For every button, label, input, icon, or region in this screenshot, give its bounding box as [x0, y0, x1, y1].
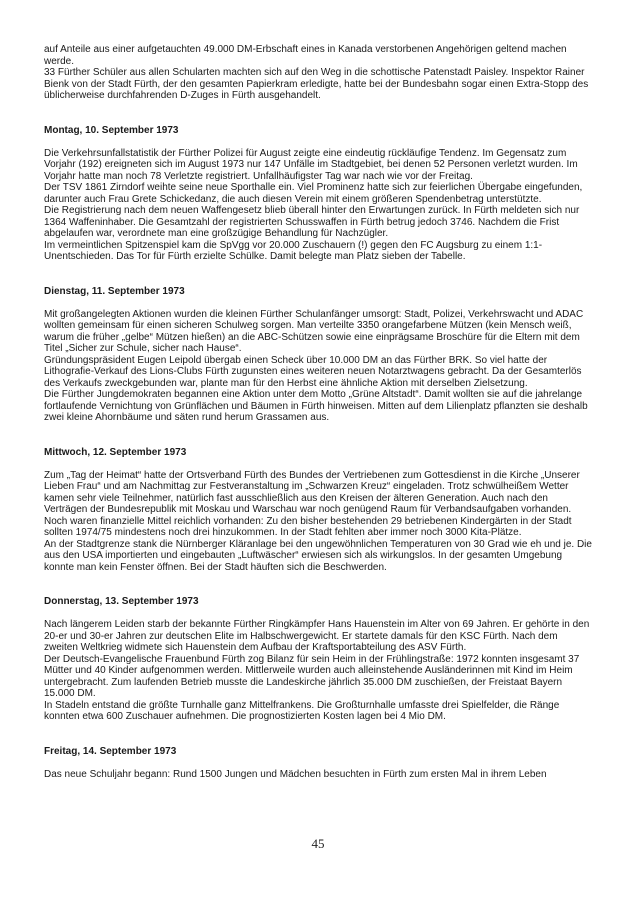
section-heading: Donnerstag, 13. September 1973 — [44, 596, 199, 607]
intro-continuation — [44, 44, 594, 102]
section-heading: Dienstag, 11. September 1973 — [44, 285, 185, 297]
section-heading: Montag, 10. September 1973 — [44, 124, 179, 136]
section-heading: Freitag, 14. September 1973 — [44, 745, 177, 757]
section-tuesday-11-september-1973 — [44, 286, 594, 424]
section-monday-10-september-1973 — [44, 125, 594, 263]
paragraph: Zum „Tag der Heimat“ hatte der Ortsverband Fürth des Bundes der Vertriebenen zum Gottesdienst in die Kirche „Unserer Lieben Frau“ und am Nachmittag zur Festveranstaltung im „Schwarzen Kreuz“ eingeladen. Trotz schwülheißem Wetter kamen sehr viele Teilnehmer, natürlich fast ausschließlich aus den Kreisen der älteren Generation. Auch nach den Verträgen der Bundesrepublik mit Moskau und Warschau war noch genügend Raum für Verbandsaufgaben vorhanden. — [44, 469, 580, 515]
paragraph: An der Stadtgrenze stank die Nürnberger Kläranlage bei den ungewöhnlichen Temperaturen von 30 Grad wie eh und je. Die aus den USA importierten und eingebauten „Luftwäscher“ erwiesen sich als wirkungslos. In der gesamten Umgebung konnte man kein Fenster öffnen. Bei der Stadt häuften sich die Beschwerden. — [44, 538, 592, 573]
section-friday-14-september-1973 — [44, 746, 594, 781]
paragraph: Das neue Schuljahr begann: Rund 1500 Jungen und Mädchen besuchten in Fürth zum ersten Mal in ihrem Leben — [44, 768, 547, 780]
paragraph: Im vermeintlichen Spitzenspiel kam die SpVgg vor 20.000 Zuschauern (!) gegen den FC Augsburg zu einem 1:1-Unentschieden. Das Tor für Fürth erzielte Schülke. Damit belegte man Platz sieben der Tabelle. — [44, 239, 543, 262]
paragraph: Gründungspräsident Eugen Leipold übergab einen Scheck über 10.000 DM an das Fürther BRK. So viel hatte der Lithografie-Verkauf des Lions-Clubs Fürth zugunsten eines weiteren neuen Notarztwagens gebracht. Da der Gesamterlös des Verkaufs zweckgebunden war, plante man für den Herbst eine ähnliche Aktion mit derselben Zielsetzung. — [44, 354, 582, 389]
paragraph: Die Verkehrsunfallstatistik der Fürther Polizei für August zeigte eine eindeutig rückläufige Tendenz. Im Gegensatz zum Vorjahr (192) ereigneten sich im August 1973 nur 147 Unfälle im Stadtgebiet, bei denen 52 Personen verletzt wurden. Im Vorjahr hatte man noch 78 Verletzte registriert. Unfallhäufigster Tag war nach wie vor der Freitag. — [44, 147, 578, 182]
section-wednesday-12-september-1973 — [44, 447, 594, 574]
paragraph: Die Fürther Jungdemokraten begannen eine Aktion unter dem Motto „Grüne Altstadt“. Damit wollten sie auf die jahrelange fortlaufende Vernichtung von Grünflächen und Bäumen in Fürth hinweisen. Mitten auf dem Lilienplatz pflanzten sie deshalb zwei kleine Ahornbäume und säten rund herum Grassamen aus. — [44, 389, 588, 423]
paragraph: Noch waren finanzielle Mittel reichlich vorhanden: Zu den bisher bestehenden 29 betriebenen Kindergärten in der Stadt sollten 1974/75 mindestens noch drei hinzukommen. In der Stadt fehlten aber immer noch 3000 Kita-Plätze. — [44, 515, 572, 538]
paragraph: auf Anteile aus einer aufgetauchten 49.000 DM-Erbschaft eines in Kanada verstorbenen Angehörigen geltend machen werde. — [44, 44, 567, 67]
section-thursday-13-september-1973 — [44, 596, 594, 723]
paragraph: Mit großangelegten Aktionen wurden die kleinen Fürther Schulanfänger umsorgt: Stadt, Polizei, Verkehrswacht und ADAC wollten gemeinsam für einen sicheren Schulweg sorgen. Man verteilte 3350 orangefarbene Mützen (kein Mensch weiß, warum die früher „gelbe“ Mützen hießen) an die ABC-Schützen sowie eine einprägsame Broschüre für die Eltern mit dem Titel „Sicher zur Schule, sicher nach Hause“. — [44, 308, 584, 354]
paragraph: Der Deutsch-Evangelische Frauenbund Fürth zog Bilanz für sein Heim in der Frühlingstraße: 1972 konnten insgesamt 37 Mütter und 40 Kinder aufgenommen werden. Mittlerweile wurden auch alleinstehende Ausländerinnen mit Kind im Heim untergebracht. Zum laufenden Betrieb musste die Landeskirche jährlich 35.000 DM zuschießen, der Freistaat Bayern 15.000 DM. — [44, 653, 580, 699]
paragraph: In Stadeln entstand die größte Turnhalle ganz Mittelfrankens. Die Großturnhalle umfasste drei Spielfelder, die Ränge konnten etwa 600 Zuschauer aufnehmen. Die prognostizierten Kosten lagen bei 4 Mio DM. — [44, 699, 560, 722]
section-heading: Mittwoch, 12. September 1973 — [44, 446, 187, 458]
paragraph: Der TSV 1861 Zirndorf weihte seine neue Sporthalle ein. Viel Prominenz hatte sich zur feierlichen Übergabe eingefunden, darunter auch Frau Grete Schickedanz, die auch diesen Verein mit einem größeren Spendenbetrag unterstützte. — [44, 182, 583, 205]
paragraph: Die Registrierung nach dem neuen Waffengesetz blieb überall hinter den Erwartungen zurück. In Fürth meldeten sich nur 1364 Waffeninhaber. Die Gesamtzahl der registrierten Schusswaffen in Fürth betrug jedoch 3746. Nachdem die Frist abgelaufen war, verordnete man eine großzügige Behandlung für Nachzügler. — [44, 205, 580, 239]
page-number: 45 — [311, 836, 325, 851]
paragraph: Nach längerem Leiden starb der bekannte Fürther Ringkämpfer Hans Hauenstein im Alter von 69 Jahren. Er gehörte in den 20-er und 30-er Jahren zur deutschen Elite im Halbschwergewicht. Er startete damals für den KSC Fürth. Nach dem zweiten Weltkrieg widmete sich Hauenstein dem Aufbau der Kraftsportabteilung des ASV Fürth. — [44, 619, 590, 653]
paragraph: 33 Fürther Schüler aus allen Schularten machten sich auf den Weg in die schottische Patenstadt Paisley. Inspektor Rainer Bienk von der Stadt Fürth, der den gesamten Papierkram erledigte, hatte bei der Bundesbahn sogar einen Extra-Stopp des üblicherweise durchfahrenden D-Zuges in Fürth ausgehandelt. — [44, 67, 589, 101]
